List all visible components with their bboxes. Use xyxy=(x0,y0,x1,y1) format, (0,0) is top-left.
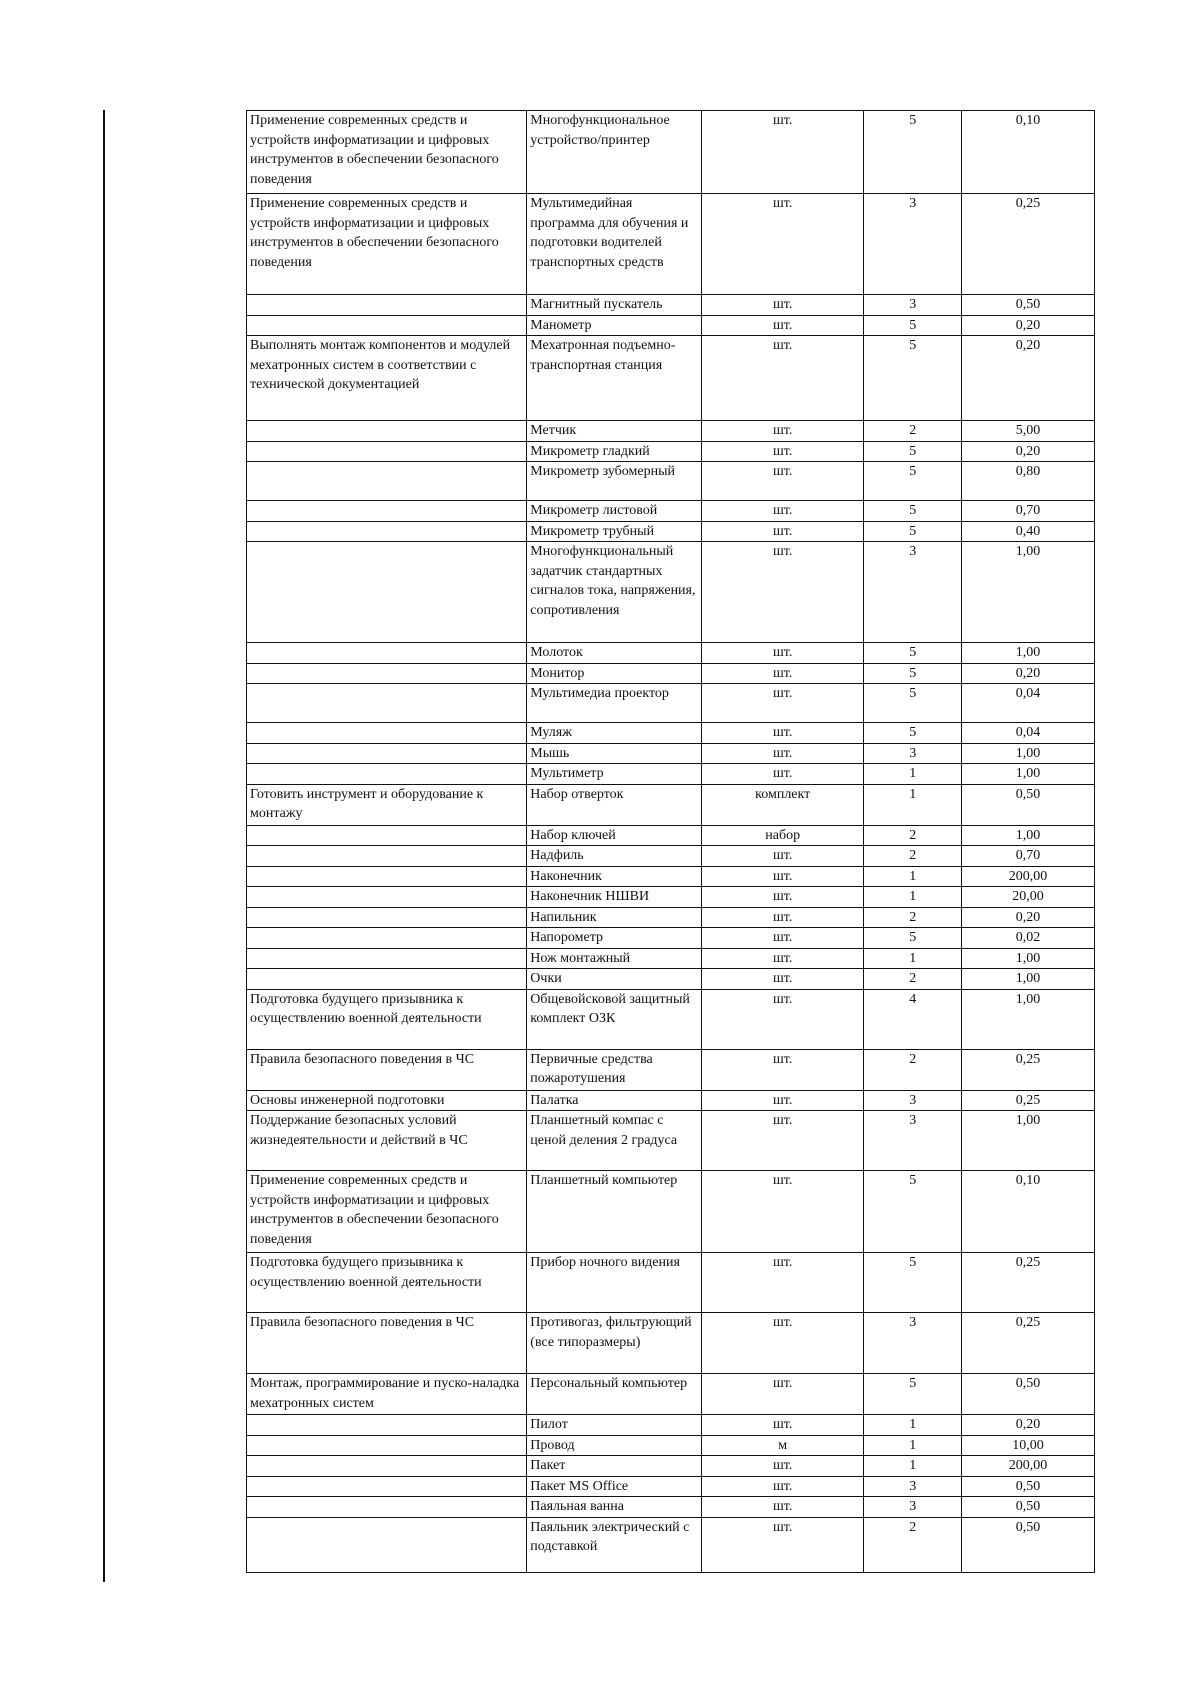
table-row xyxy=(247,846,1095,867)
table-row xyxy=(247,663,1095,684)
quantity-cell: 5 xyxy=(864,663,961,684)
value-cell: 0,50 xyxy=(961,1517,1094,1572)
quantity-cell: 4 xyxy=(864,989,961,1049)
item-name-cell: Прибор ночного видения xyxy=(527,1253,702,1313)
unit-cell: шт. xyxy=(701,1111,863,1171)
unit-cell: м xyxy=(701,1435,863,1456)
value-cell: 1,00 xyxy=(961,1111,1094,1171)
quantity-cell: 2 xyxy=(864,846,961,867)
unit-cell: шт. xyxy=(701,542,863,643)
item-name-cell: Манометр xyxy=(527,315,702,336)
quantity-cell: 5 xyxy=(864,1253,961,1313)
quantity-cell: 5 xyxy=(864,501,961,522)
topic-cell xyxy=(247,723,527,744)
quantity-cell: 1 xyxy=(864,866,961,887)
value-cell: 0,50 xyxy=(961,1374,1094,1415)
topic-cell xyxy=(247,1456,527,1477)
topic-cell: Применение современных средств и устройств информатизации и цифровых инструментов в обеспечении безопасного поведения xyxy=(247,111,527,194)
table-row xyxy=(247,1253,1095,1313)
quantity-cell: 2 xyxy=(864,421,961,442)
unit-cell: шт. xyxy=(701,684,863,723)
value-cell: 0,20 xyxy=(961,441,1094,462)
unit-cell: шт. xyxy=(701,194,863,295)
quantity-cell: 5 xyxy=(864,723,961,744)
table-row xyxy=(247,441,1095,462)
quantity-cell: 3 xyxy=(864,743,961,764)
table-row xyxy=(247,1497,1095,1518)
topic-cell xyxy=(247,1497,527,1518)
topic-cell xyxy=(247,684,527,723)
table-row xyxy=(247,315,1095,336)
value-cell: 0,50 xyxy=(961,784,1094,825)
quantity-cell: 1 xyxy=(864,1435,961,1456)
table-row xyxy=(247,825,1095,846)
value-cell: 5,00 xyxy=(961,421,1094,442)
topic-cell: Готовить инструмент и оборудование к монтажу xyxy=(247,784,527,825)
topic-cell xyxy=(247,948,527,969)
equipment-table xyxy=(246,110,1095,1573)
table-row xyxy=(247,1090,1095,1111)
quantity-cell: 2 xyxy=(864,825,961,846)
unit-cell: шт. xyxy=(701,1313,863,1374)
unit-cell: шт. xyxy=(701,441,863,462)
unit-cell: шт. xyxy=(701,111,863,194)
item-name-cell: Напильник xyxy=(527,907,702,928)
quantity-cell: 3 xyxy=(864,1497,961,1518)
unit-cell: шт. xyxy=(701,1476,863,1497)
topic-cell: Выполнять монтаж компонентов и модулей мехатронных систем в соответствии с технической документацией xyxy=(247,336,527,421)
unit-cell: шт. xyxy=(701,764,863,785)
item-name-cell: Мультимедиа проектор xyxy=(527,684,702,723)
table-row xyxy=(247,866,1095,887)
table-row xyxy=(247,111,1095,194)
topic-cell xyxy=(247,1476,527,1497)
unit-cell: шт. xyxy=(701,643,863,664)
value-cell: 0,25 xyxy=(961,194,1094,295)
quantity-cell: 3 xyxy=(864,1090,961,1111)
quantity-cell: 5 xyxy=(864,462,961,501)
topic-cell: Правила безопасного поведения в ЧС xyxy=(247,1049,527,1090)
item-name-cell: Нож монтажный xyxy=(527,948,702,969)
topic-cell xyxy=(247,969,527,990)
quantity-cell: 5 xyxy=(864,1374,961,1415)
quantity-cell: 1 xyxy=(864,1415,961,1436)
topic-cell: Основы инженерной подготовки xyxy=(247,1090,527,1111)
quantity-cell: 3 xyxy=(864,1313,961,1374)
topic-cell xyxy=(247,1415,527,1436)
value-cell: 1,00 xyxy=(961,743,1094,764)
item-name-cell: Мехатронная подъемно-транспортная станция xyxy=(527,336,702,421)
item-name-cell: Микрометр зубомерный xyxy=(527,462,702,501)
quantity-cell: 2 xyxy=(864,907,961,928)
table-row xyxy=(247,542,1095,643)
item-name-cell: Провод xyxy=(527,1435,702,1456)
value-cell: 0,04 xyxy=(961,723,1094,744)
item-name-cell: Планшетный компьютер xyxy=(527,1171,702,1253)
topic-cell xyxy=(247,501,527,522)
item-name-cell: Паяльник электрический с подставкой xyxy=(527,1517,702,1572)
quantity-cell: 3 xyxy=(864,542,961,643)
topic-cell xyxy=(247,928,527,949)
item-name-cell: Метчик xyxy=(527,421,702,442)
topic-cell xyxy=(247,907,527,928)
quantity-cell: 5 xyxy=(864,441,961,462)
quantity-cell: 2 xyxy=(864,1049,961,1090)
topic-cell xyxy=(247,521,527,542)
quantity-cell: 5 xyxy=(864,111,961,194)
item-name-cell: Планшетный компас с ценой деления 2 градуса xyxy=(527,1111,702,1171)
quantity-cell: 5 xyxy=(864,928,961,949)
quantity-cell: 3 xyxy=(864,295,961,316)
item-name-cell: Паяльная ванна xyxy=(527,1497,702,1518)
value-cell: 0,50 xyxy=(961,295,1094,316)
item-name-cell: Многофункциональное устройство/принтер xyxy=(527,111,702,194)
topic-cell xyxy=(247,663,527,684)
topic-cell xyxy=(247,743,527,764)
unit-cell: шт. xyxy=(701,462,863,501)
unit-cell: набор xyxy=(701,825,863,846)
topic-cell xyxy=(247,1517,527,1572)
table-row xyxy=(247,1476,1095,1497)
unit-cell: комплект xyxy=(701,784,863,825)
value-cell: 1,00 xyxy=(961,542,1094,643)
quantity-cell: 3 xyxy=(864,1111,961,1171)
unit-cell: шт. xyxy=(701,1090,863,1111)
unit-cell: шт. xyxy=(701,663,863,684)
topic-cell xyxy=(247,421,527,442)
value-cell: 1,00 xyxy=(961,948,1094,969)
unit-cell: шт. xyxy=(701,315,863,336)
table-row xyxy=(247,989,1095,1049)
item-name-cell: Многофункциональный задатчик стандартных сигналов тока, напряжения, сопротивления xyxy=(527,542,702,643)
item-name-cell: Персональный компьютер xyxy=(527,1374,702,1415)
value-cell: 0,25 xyxy=(961,1049,1094,1090)
topic-cell xyxy=(247,315,527,336)
value-cell: 0,80 xyxy=(961,462,1094,501)
item-name-cell: Мультиметр xyxy=(527,764,702,785)
topic-cell: Монтаж, программирование и пуско-наладка мехатронных систем xyxy=(247,1374,527,1415)
table-body xyxy=(247,111,1095,1573)
quantity-cell: 1 xyxy=(864,948,961,969)
value-cell: 0,40 xyxy=(961,521,1094,542)
table-row xyxy=(247,887,1095,908)
unit-cell: шт. xyxy=(701,846,863,867)
unit-cell: шт. xyxy=(701,295,863,316)
value-cell: 1,00 xyxy=(961,969,1094,990)
value-cell: 200,00 xyxy=(961,1456,1094,1477)
item-name-cell: Наконечник xyxy=(527,866,702,887)
value-cell: 0,20 xyxy=(961,315,1094,336)
unit-cell: шт. xyxy=(701,969,863,990)
unit-cell: шт. xyxy=(701,928,863,949)
item-name-cell: Микрометр трубный xyxy=(527,521,702,542)
unit-cell: шт. xyxy=(701,866,863,887)
table-row xyxy=(247,521,1095,542)
quantity-cell: 5 xyxy=(864,315,961,336)
quantity-cell: 1 xyxy=(864,764,961,785)
topic-cell xyxy=(247,462,527,501)
item-name-cell: Мультимедийная программа для обучения и подготовки водителей транспортных средств xyxy=(527,194,702,295)
value-cell: 0,50 xyxy=(961,1476,1094,1497)
value-cell: 0,02 xyxy=(961,928,1094,949)
unit-cell: шт. xyxy=(701,1253,863,1313)
value-cell: 20,00 xyxy=(961,887,1094,908)
topic-cell: Подготовка будущего призывника к осуществлению военной деятельности xyxy=(247,1253,527,1313)
table-row xyxy=(247,784,1095,825)
value-cell: 0,70 xyxy=(961,501,1094,522)
topic-cell xyxy=(247,643,527,664)
table-row xyxy=(247,928,1095,949)
unit-cell: шт. xyxy=(701,887,863,908)
item-name-cell: Мышь xyxy=(527,743,702,764)
value-cell: 0,10 xyxy=(961,1171,1094,1253)
value-cell: 0,20 xyxy=(961,336,1094,421)
value-cell: 1,00 xyxy=(961,989,1094,1049)
item-name-cell: Монитор xyxy=(527,663,702,684)
value-cell: 0,20 xyxy=(961,1415,1094,1436)
quantity-cell: 5 xyxy=(864,521,961,542)
item-name-cell: Наконечник НШВИ xyxy=(527,887,702,908)
unit-cell: шт. xyxy=(701,501,863,522)
unit-cell: шт. xyxy=(701,1497,863,1518)
item-name-cell: Общевойсковой защитный комплект ОЗК xyxy=(527,989,702,1049)
topic-cell xyxy=(247,846,527,867)
value-cell: 0,25 xyxy=(961,1253,1094,1313)
value-cell: 0,10 xyxy=(961,111,1094,194)
quantity-cell: 1 xyxy=(864,1456,961,1477)
item-name-cell: Надфиль xyxy=(527,846,702,867)
item-name-cell: Магнитный пускатель xyxy=(527,295,702,316)
item-name-cell: Пакет xyxy=(527,1456,702,1477)
item-name-cell: Напорометр xyxy=(527,928,702,949)
topic-cell xyxy=(247,887,527,908)
unit-cell: шт. xyxy=(701,521,863,542)
item-name-cell: Очки xyxy=(527,969,702,990)
value-cell: 0,20 xyxy=(961,663,1094,684)
unit-cell: шт. xyxy=(701,743,863,764)
value-cell: 1,00 xyxy=(961,825,1094,846)
value-cell: 200,00 xyxy=(961,866,1094,887)
quantity-cell: 3 xyxy=(864,194,961,295)
topic-cell xyxy=(247,1435,527,1456)
quantity-cell: 5 xyxy=(864,643,961,664)
table-row xyxy=(247,1374,1095,1415)
table-row xyxy=(247,948,1095,969)
item-name-cell: Микрометр листовой xyxy=(527,501,702,522)
table-row xyxy=(247,1171,1095,1253)
table-row xyxy=(247,336,1095,421)
item-name-cell: Противогаз, фильтрующий (все типоразмеры) xyxy=(527,1313,702,1374)
topic-cell: Поддержание безопасных условий жизнедеятельности и действий в ЧС xyxy=(247,1111,527,1171)
unit-cell: шт. xyxy=(701,723,863,744)
value-cell: 0,70 xyxy=(961,846,1094,867)
topic-cell: Подготовка будущего призывника к осуществлению военной деятельности xyxy=(247,989,527,1049)
item-name-cell: Муляж xyxy=(527,723,702,744)
item-name-cell: Набор ключей xyxy=(527,825,702,846)
table-row xyxy=(247,1313,1095,1374)
topic-cell xyxy=(247,825,527,846)
quantity-cell: 1 xyxy=(864,887,961,908)
quantity-cell: 5 xyxy=(864,1171,961,1253)
unit-cell: шт. xyxy=(701,1517,863,1572)
table-row xyxy=(247,743,1095,764)
table-row xyxy=(247,1435,1095,1456)
table-row xyxy=(247,194,1095,295)
value-cell: 0,25 xyxy=(961,1313,1094,1374)
topic-cell: Применение современных средств и устройств информатизации и цифровых инструментов в обеспечении безопасного поведения xyxy=(247,194,527,295)
topic-cell xyxy=(247,764,527,785)
item-name-cell: Микрометр гладкий xyxy=(527,441,702,462)
unit-cell: шт. xyxy=(701,1049,863,1090)
topic-cell xyxy=(247,542,527,643)
unit-cell: шт. xyxy=(701,336,863,421)
value-cell: 0,50 xyxy=(961,1497,1094,1518)
table-row xyxy=(247,764,1095,785)
item-name-cell: Пилот xyxy=(527,1415,702,1436)
unit-cell: шт. xyxy=(701,1171,863,1253)
table-row xyxy=(247,969,1095,990)
unit-cell: шт. xyxy=(701,907,863,928)
table-row xyxy=(247,1111,1095,1171)
unit-cell: шт. xyxy=(701,421,863,442)
table-row xyxy=(247,501,1095,522)
quantity-cell: 5 xyxy=(864,336,961,421)
value-cell: 0,25 xyxy=(961,1090,1094,1111)
table-row xyxy=(247,643,1095,664)
table-row xyxy=(247,421,1095,442)
value-cell: 1,00 xyxy=(961,643,1094,664)
table-row xyxy=(247,907,1095,928)
topic-cell xyxy=(247,295,527,316)
quantity-cell: 2 xyxy=(864,969,961,990)
quantity-cell: 3 xyxy=(864,1476,961,1497)
table-row xyxy=(247,1415,1095,1436)
item-name-cell: Пакет MS Office xyxy=(527,1476,702,1497)
quantity-cell: 2 xyxy=(864,1517,961,1572)
table-row xyxy=(247,1456,1095,1477)
quantity-cell: 1 xyxy=(864,784,961,825)
table-row xyxy=(247,462,1095,501)
topic-cell xyxy=(247,441,527,462)
topic-cell: Применение современных средств и устройств информатизации и цифровых инструментов в обеспечении безопасного поведения xyxy=(247,1171,527,1253)
unit-cell: шт. xyxy=(701,948,863,969)
topic-cell: Правила безопасного поведения в ЧС xyxy=(247,1313,527,1374)
left-margin-line xyxy=(103,110,105,1582)
item-name-cell: Молоток xyxy=(527,643,702,664)
item-name-cell: Первичные средства пожаротушения xyxy=(527,1049,702,1090)
unit-cell: шт. xyxy=(701,1415,863,1436)
table-row xyxy=(247,1517,1095,1572)
table-row xyxy=(247,1049,1095,1090)
value-cell: 10,00 xyxy=(961,1435,1094,1456)
value-cell: 1,00 xyxy=(961,764,1094,785)
unit-cell: шт. xyxy=(701,1456,863,1477)
topic-cell xyxy=(247,866,527,887)
table-row xyxy=(247,295,1095,316)
value-cell: 0,04 xyxy=(961,684,1094,723)
item-name-cell: Палатка xyxy=(527,1090,702,1111)
value-cell: 0,20 xyxy=(961,907,1094,928)
unit-cell: шт. xyxy=(701,1374,863,1415)
item-name-cell: Набор отверток xyxy=(527,784,702,825)
quantity-cell: 5 xyxy=(864,684,961,723)
table-row xyxy=(247,684,1095,723)
unit-cell: шт. xyxy=(701,989,863,1049)
table-row xyxy=(247,723,1095,744)
